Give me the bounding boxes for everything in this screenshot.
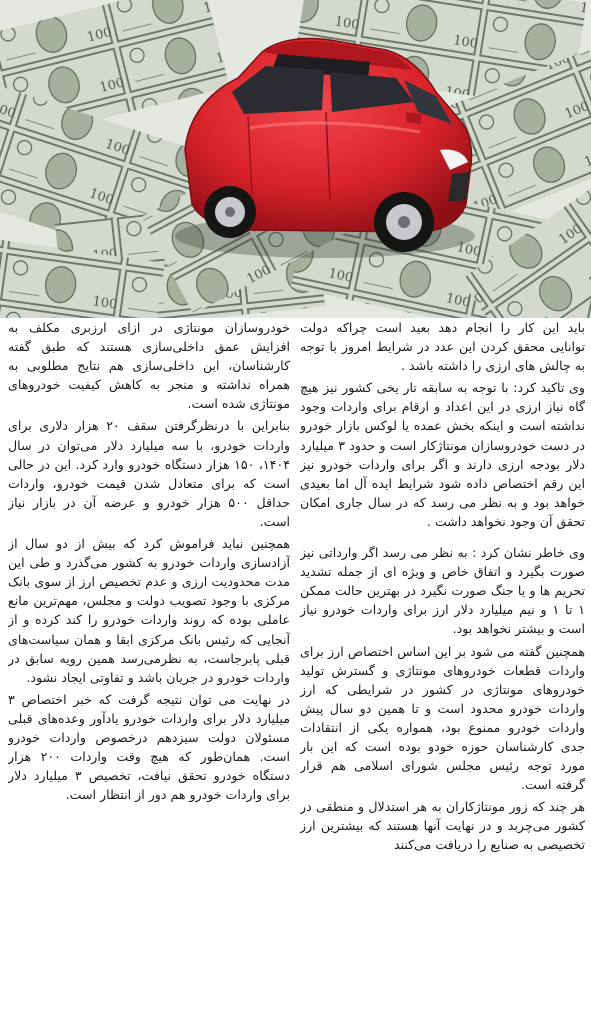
- car-on-money-illustration: [0, 0, 591, 318]
- paragraph: خودروسازان مونتاژی در ازای ارزبری مکلف به افزایش عمق داخلی‌سازی هستند که طبق گفته کارشناسان، این داخلی‌سازی هم نتایج مطلوبی به همراه نداشته و منجر به کاهش کیفیت خودروهای مونتاژی شده است.: [8, 320, 290, 412]
- paragraph: در نهایت می توان نتیجه گرفت که خبر اختصاص ۳ میلیارد دلار برای واردات خودرو یادآور وعده‌های قبلی مسئولان دولت سیزدهم درخصوص واردات خودرو است. همان‌طور که هیچ وقت واردات ۲۰۰ هزار دستگاه خودرو تحقق نیافت، تخصیص ۳ میلیارد دلار برای واردات خودرو هم دور از انتظار است.: [8, 691, 290, 803]
- paragraph: همچنین گفته می شود بر این اساس اختصاص ارز برای واردات قطعات خودروهای مونتاژی و گسترش تولید خودروهای مونتاژی در کشور در شرایطی که ارز واردات خودرو محدود است و تا همین دو سال پیش واردات خودرو ممنوع بود، همواره یکی از انتقادات جدی کارشناسان حوزه خودو بوده است که این بار مورد توجه رئیس مجلس شورای اسلامی هم قرار گرفته است.: [300, 643, 585, 793]
- paragraph: هر چند که زور مونتاژکاران به هر استدلال و منطقی در کشور می‌چربد و در نهایت آنها هستند که بیشترین ارز تخصیصی به صنایع را دریافت می‌کنند: [300, 799, 585, 853]
- article-column-right: [300, 318, 585, 1023]
- hero-photo: [0, 0, 591, 318]
- front-wheel: [374, 192, 434, 252]
- paragraph: وی خاطر نشان کرد : به نظر می رسد اگر وارداتی نیز صورت بگیرد و اتفاق خاص و ویژه ای از جمله تشدید تحریم ها و یا جنگ صورت نگیرد در بهترین حالت ممکن ۱ تا ۱ و نیم میلیارد دلار ارز برای واردات خودرو نیاز است و بیشتر نخواهد بود.: [300, 545, 585, 637]
- paragraph: همچنین نباید فراموش کرد که بیش از دو سال از آزادسازی واردات خودرو به کشور می‌گذرد و طی این مدت محدودیت ارزی و عدم تخصیص ارز از سوی بانک مرکزی با وجود تصویب دولت و مجلس، مهم‌ترین مانع عاملی بوده که روند واردات خودرو را کند کرده و از آنجایی که رئیس بانک مرکزی ابقا و همان سیاست‌های قبلی پابرجاست، به نظرمی‌رسد همین رویه سابق در واردات خودرو در جریان باشد و تفاوتی ایجاد نشود.: [8, 536, 290, 685]
- rear-wheel: [204, 186, 256, 238]
- article-column-left: [8, 318, 290, 1023]
- paragraph: باید این کار را انجام دهد بعید است چراکه دولت توانایی محقق کردن این عدد در شرایط امروز با توجه به چالش های ارزی را داشته باشد .: [300, 320, 585, 374]
- article-body: [0, 318, 591, 1023]
- paragraph: بنابراین با درنظرگرفتن سقف ۲۰ هزار دلاری برای واردات خودرو، با سه میلیارد دلار می‌توان در سال ۱۴۰۴، ۱۵۰ هزار دستگاه خودرو وارد کرد. این در حالی است که برای متعادل شدن قیمت خودرو، واردات حداقل ۵۰۰ هزار خودرو و عرضه آن در بازار نیاز است.: [8, 418, 290, 529]
- paragraph: وی تاکید کرد: با توجه به سابقه تار یخی کشور نیز هیچ گاه نیاز ارزی در این اعداد و ارقام برای واردات وجود نداشته است و اینکه بخش عمده یا لوکس بازار خودرو در دست خودروسازان مونتاژکار است و حدود ۳ میلیارد دلار بودجه ارزی دارند و اگر برای واردات خودرو نیز این رقم اختصاص داده شود شرایط ایده آل اما بعیدی خواهد بود و به نظر می رسد که در سال جاری امکان تحقق آن وجود نخواهد داشت .: [300, 380, 585, 529]
